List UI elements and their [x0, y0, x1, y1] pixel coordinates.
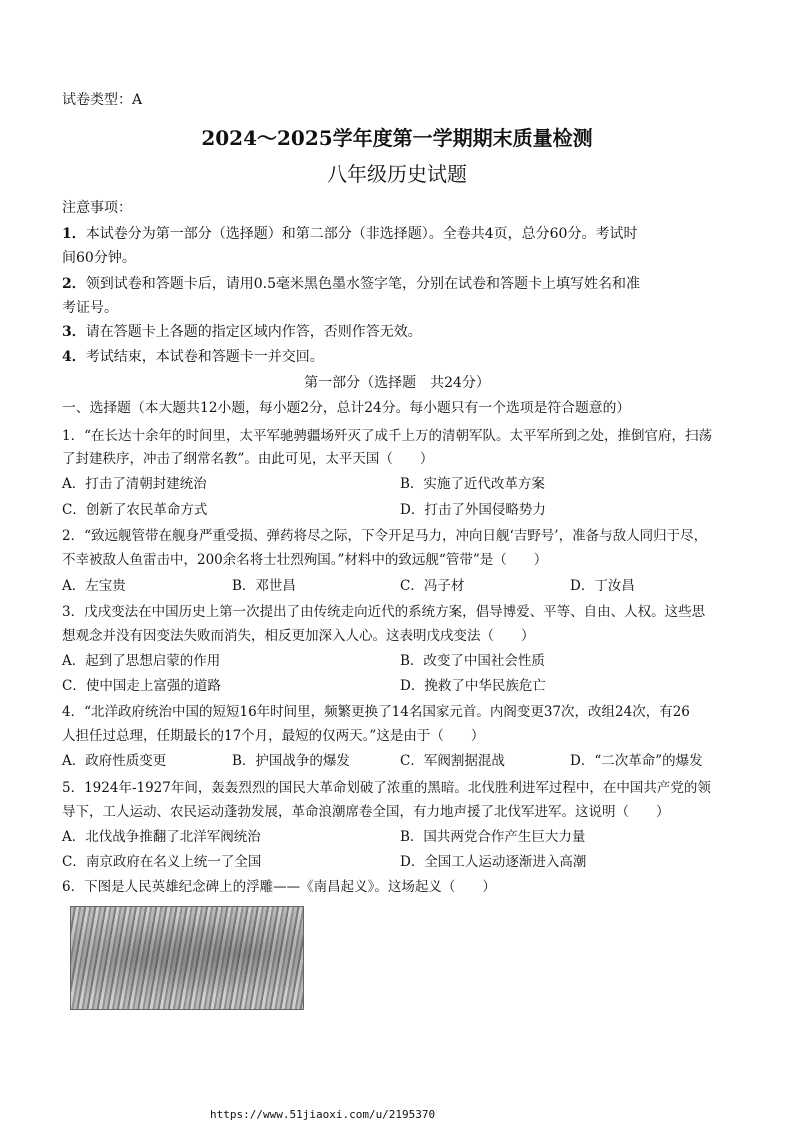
- question-stem: 4．“北洋政府统治中国的短短16年时间里，频繁更换了14名国家元首。内阁变更37次，改组24次，有26: [62, 704, 690, 720]
- option: C．南京政府在名义上统一了全国: [62, 854, 262, 870]
- option: B．邓世昌: [232, 578, 296, 594]
- exam-subtitle: 八年级历史试题: [327, 162, 467, 186]
- question-stem: 2．“致远舰管带在舰身严重受损、弹药将尽之际，下令开足马力，冲向日舰‘吉野号’，准备与敌人同归于尽，: [62, 528, 708, 544]
- notice-item: 4．考试结束，本试卷和答题卡一并交回。: [62, 349, 324, 365]
- question-stem: 人担任过总理，任期最长的17个月，最短的仅两天。”这是由于（ ）: [62, 728, 485, 744]
- notice-item: 1．本试卷分为第一部分（选择题）和第二部分（非选择题）。全卷共4页，总分60分。考试时: [62, 226, 638, 242]
- option: C．创新了农民革命方式: [62, 502, 208, 518]
- option: A．左宝贵: [62, 578, 126, 594]
- option: B．护国战争的爆发: [232, 753, 350, 769]
- option: A．北伐战争推翻了北洋军阀统治: [62, 829, 261, 845]
- notice-item-cont: 考证号。: [62, 300, 118, 316]
- section-instruction: 一、选择题（本大题共12小题，每小题2分，总计24分。每小题只有一个选项是符合题意的）: [62, 400, 631, 416]
- option: B．改变了中国社会性质: [400, 653, 545, 669]
- option: A．政府性质变更: [62, 753, 167, 769]
- question-stem: 5．1924年-1927年间，轰轰烈烈的国民大革命划破了浓重的黑暗。北伐胜利进军过程中，在中国共产党的领: [62, 780, 711, 796]
- notice-item-cont: 间60分钟。: [62, 250, 136, 266]
- paper-type-label: 试卷类型：A: [62, 92, 143, 108]
- option: B．实施了近代改革方案: [400, 476, 545, 492]
- option: A．起到了思想启蒙的作用: [62, 653, 221, 669]
- notice-item: 2．领到试卷和答题卡后，请用0.5毫米黑色墨水签字笔，分别在试卷和答题卡上填写姓名和准: [62, 276, 641, 292]
- option: D．丁汝昌: [570, 578, 635, 594]
- option: B．国共两党合作产生巨大力量: [400, 829, 586, 845]
- question-stem: 3．戊戌变法在中国历史上第一次提出了由传统走向近代的系统方案，倡导博爱、平等、自由、人权。这些思: [62, 604, 706, 620]
- option: D．打击了外国侵略势力: [400, 502, 546, 518]
- notice-item: 3．请在答题卡上各题的指定区域内作答，否则作答无效。: [62, 324, 422, 340]
- question-stem: 导下，工人运动、农民运动蓬勃发展，革命浪潮席卷全国，有力地声援了北伐军进军。这说明（ ）: [62, 804, 670, 820]
- option: D．挽救了中华民族危亡: [400, 678, 546, 694]
- question-stem: 不幸被敌人鱼雷击中，200余名将士壮烈殉国。”材料中的致远舰“管带”是（ ）: [62, 552, 548, 568]
- question-stem: 1．“在长达十余年的时间里，太平军驰骋疆场歼灭了成千上万的清朝军队。太平军所到之处，推倒官府，扫荡: [62, 428, 712, 444]
- option: D．“二次革命”的爆发: [570, 753, 703, 769]
- footer-url[interactable]: https://www.51jiaoxi.com/u/2195370: [210, 1108, 436, 1121]
- question-stem: 6．下图是人民英雄纪念碑上的浮雕——《南昌起义》。这场起义（ ）: [62, 879, 496, 895]
- option: D．全国工人运动逐渐进入高潮: [400, 854, 587, 870]
- question-stem: 想观念并没有因变法失败而消失，相反更加深入人心。这表明戊戌变法（ ）: [62, 628, 535, 644]
- question-stem: 了封建秩序，冲击了纲常名教”。由此可见，太平天国（ ）: [62, 451, 434, 467]
- nanchang-uprising-relief-image: [70, 906, 304, 1010]
- option: A．打击了清朝封建统治: [62, 476, 207, 492]
- option: C．冯子材: [400, 578, 465, 594]
- option: C．军阀割据混战: [400, 753, 505, 769]
- section-title: 第一部分（选择题 共24分）: [304, 375, 490, 391]
- option: C．使中国走上富强的道路: [62, 678, 221, 694]
- notice-heading: 注意事项：: [62, 200, 132, 216]
- exam-title: 2024～2025学年度第一学期期末质量检测: [201, 126, 593, 150]
